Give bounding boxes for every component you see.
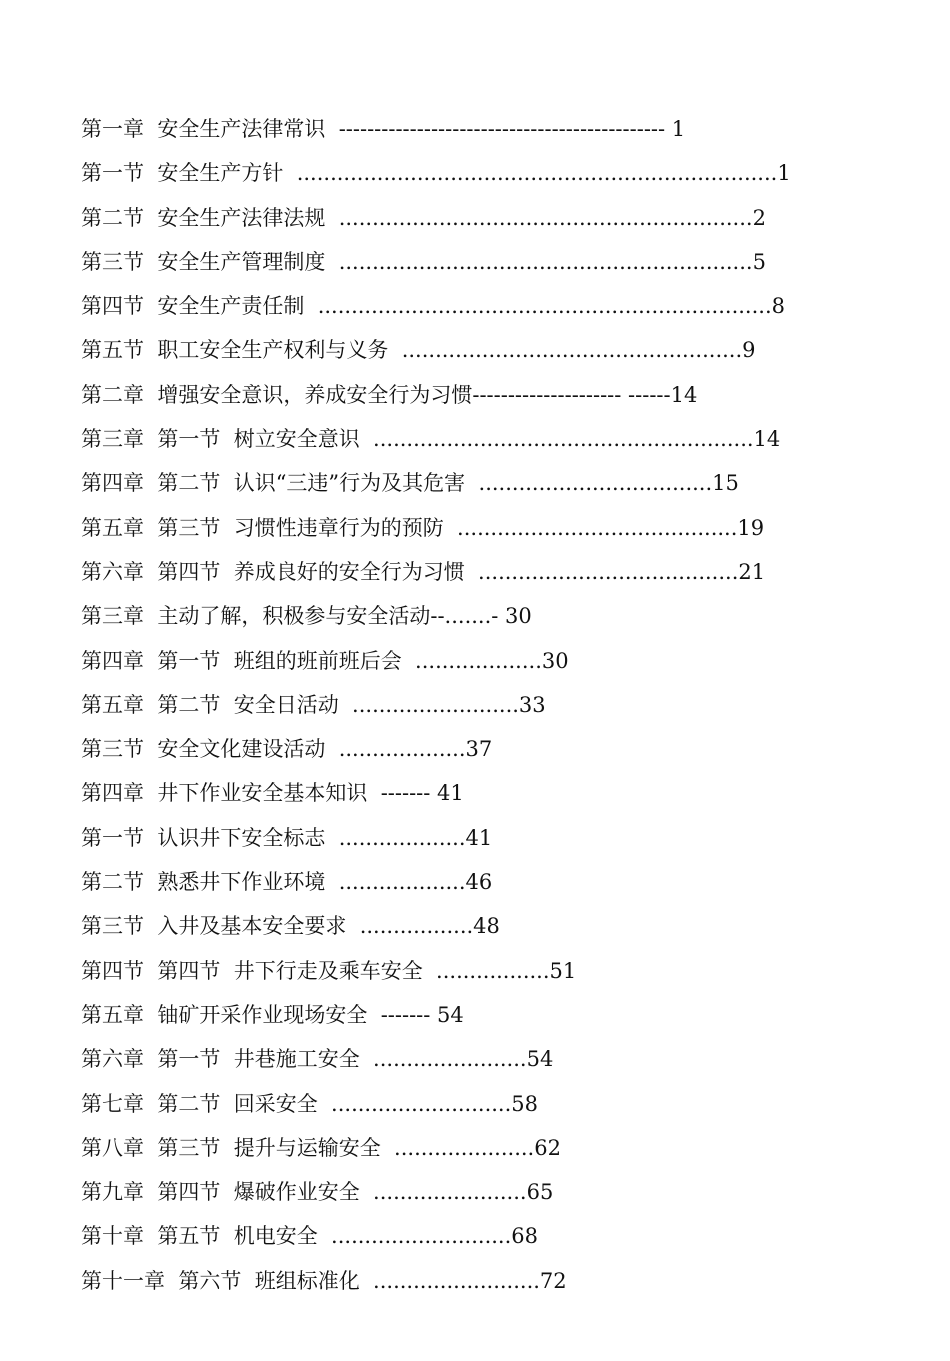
toc-entry: 第十章 第五节 机电安全 ...........................68	[81, 1224, 539, 1249]
toc-entry: 第九章 第四节 爆破作业安全 .......................65	[81, 1180, 554, 1205]
toc-entry: 第三节 安全生产管理制度 ..............................................................5	[81, 249, 766, 274]
toc-entry: 第三章 第一节 树立安全意识 .........................................................14	[81, 427, 781, 452]
toc-entry: 第五节 职工安全生产权利与义务 ...................................................9	[81, 338, 756, 363]
toc-entry: 第四节 第四节 井下行走及乘车安全 .................51	[81, 958, 577, 983]
toc-entry: 第一节 安全生产方针 ........................................................................1	[81, 161, 791, 186]
toc-entry: 第五章 第二节 安全日活动 .........................33	[81, 692, 546, 717]
toc-entry: 第六章 第一节 井巷施工安全 .......................54	[81, 1047, 554, 1072]
toc-entry: 第五章 铀矿开采作业现场安全 ------- 54	[81, 1002, 464, 1027]
toc-entry: 第三节 入井及基本安全要求 .................48	[81, 914, 500, 939]
toc-entry: 第三节 安全文化建设活动 ...................37	[81, 737, 493, 762]
toc-entry: 第八章 第三节 提升与运输安全 .....................62	[81, 1135, 561, 1160]
toc-entry: 第四章 井下作业安全基本知识 ------- 41	[81, 781, 464, 806]
toc-entry: 第十一章 第六节 班组标准化 .........................72	[81, 1268, 567, 1293]
toc-entry: 第五章 第三节 习惯性违章行为的预防 ..........................................19	[81, 515, 765, 540]
toc-entry: 第二章 增强安全意识，养成安全行为习惯--------------------- ------14	[81, 382, 698, 407]
toc-entry: 第二节 熟悉井下作业环境 ...................46	[81, 870, 493, 895]
toc-entry: 第三章 主动了解，积极参与安全活动--.......- 30	[81, 604, 532, 629]
toc-entry: 第六章 第四节 养成良好的安全行为习惯 .......................................21	[81, 559, 766, 584]
toc-entry: 第四节 安全生产责任制 ....................................................................8	[81, 294, 785, 319]
toc-entry: 第七章 第二节 回采安全 ...........................58	[81, 1091, 539, 1116]
toc-entry: 第一节 认识井下安全标志 ...................41	[81, 825, 493, 850]
toc-entry: 第四章 第一节 班组的班前班后会 ...................30	[81, 648, 569, 673]
table-of-contents	[81, 112, 921, 1308]
toc-entry: 第一章 安全生产法律常识 ---------------------------------------------- 1	[81, 117, 686, 141]
toc-entry: 第二节 安全生产法律法规 ..............................................................2	[81, 205, 766, 230]
toc-entry: 第四章 第二节 认识“三违”行为及其危害 ...................................15	[81, 471, 739, 496]
